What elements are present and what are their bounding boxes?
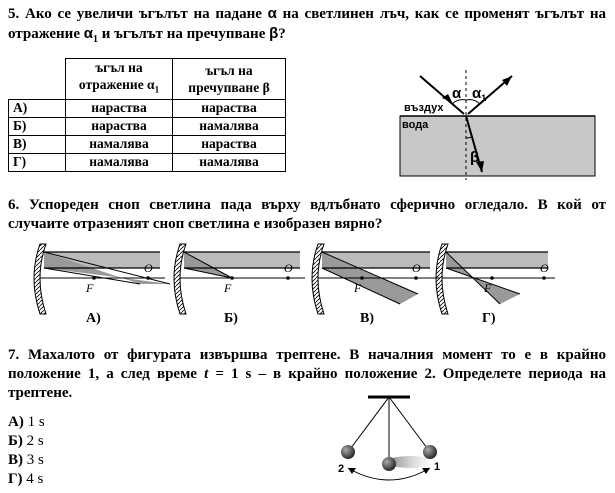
focus-point (230, 276, 234, 280)
question-6-text: 6. Успореден сноп светлина пада върху вдлъбнато сферично огледало. В кой от случаите отразеният сноп светлина е изобразен вярно? (8, 197, 607, 232)
svg-text:O: O (284, 261, 293, 275)
answer-option[interactable]: Г) 4 s (8, 471, 44, 487)
water-region (400, 116, 595, 176)
motion-blur (392, 456, 430, 468)
table-row: Б) нараства намалява (9, 117, 286, 135)
svg-text:F: F (354, 281, 362, 295)
answer-option[interactable]: Б) 2 s (8, 433, 44, 449)
header-refraction-angle: ъгъл на пречупване β (173, 59, 286, 100)
center-point (146, 276, 150, 280)
table-row: Г) намалява намалява (9, 153, 286, 171)
figure-label-b: Б) (224, 311, 238, 326)
focus-point (360, 276, 364, 280)
figure-label-d: Г) (482, 311, 496, 326)
svg-text:O: O (412, 261, 421, 275)
pendulum-ball-position-1 (423, 445, 437, 459)
pendulum-diagram (330, 392, 450, 492)
center-point (286, 276, 290, 280)
svg-text:F: F (224, 281, 232, 295)
question-7-text: 7. Махалото от фигурата извършва трептене. В началния момент то е в крайно положение 1, а след време t = 1 s – в крайно положение 2. Определете периода на трептене. (8, 347, 607, 401)
q7-answers (8, 413, 45, 489)
figure-label-a: А) (86, 311, 101, 326)
mirror-diagrams (0, 238, 615, 333)
svg-text:F: F (484, 281, 492, 295)
answer-option[interactable]: А) 1 s (8, 414, 45, 430)
pendulum-ball-center (382, 457, 396, 471)
svg-text:O: O (540, 261, 549, 275)
arc-arrow-right-icon (422, 468, 430, 474)
mirror-figure-d (436, 244, 555, 326)
figure-label-c: В) (360, 311, 374, 326)
table-row: А) нараства нараства (9, 99, 286, 117)
question-5-text: 5. Ако се увеличи ъгълът на падане α на светлинен лъч, как се променят ъгълът на отражение $\alpha_1$ и ъгълът на пречупване β? (8, 5, 607, 45)
header-reflection-angle: ъгъл на отражение $\alpha_1$ (66, 59, 173, 100)
mirror-figure-c (312, 244, 440, 326)
air-label: въздух (404, 102, 444, 114)
svg-text:F: F (86, 281, 94, 295)
answer-option[interactable]: В) 3 s (8, 452, 44, 468)
focus-point (92, 276, 96, 280)
mirror-figure-a (34, 244, 170, 326)
alpha-label: α (452, 85, 462, 102)
refraction-diagram (390, 62, 605, 182)
center-point (414, 276, 418, 280)
water-label: вода (402, 119, 429, 131)
position-2-label: 2 (338, 463, 345, 475)
beta-label: β (470, 149, 480, 166)
svg-text:O: O (144, 261, 153, 275)
position-1-label: 1 (434, 461, 441, 473)
mirror-figure-b (174, 244, 305, 326)
alpha1-label: $\alpha_1$ (472, 85, 487, 103)
pendulum-ball-position-2 (341, 445, 355, 459)
center-point (542, 276, 546, 280)
focus-point (490, 276, 494, 280)
q5-answer-table (8, 58, 286, 172)
arc-arrow-left-icon (348, 468, 356, 474)
table-row: В) намалява нараства (9, 135, 286, 153)
